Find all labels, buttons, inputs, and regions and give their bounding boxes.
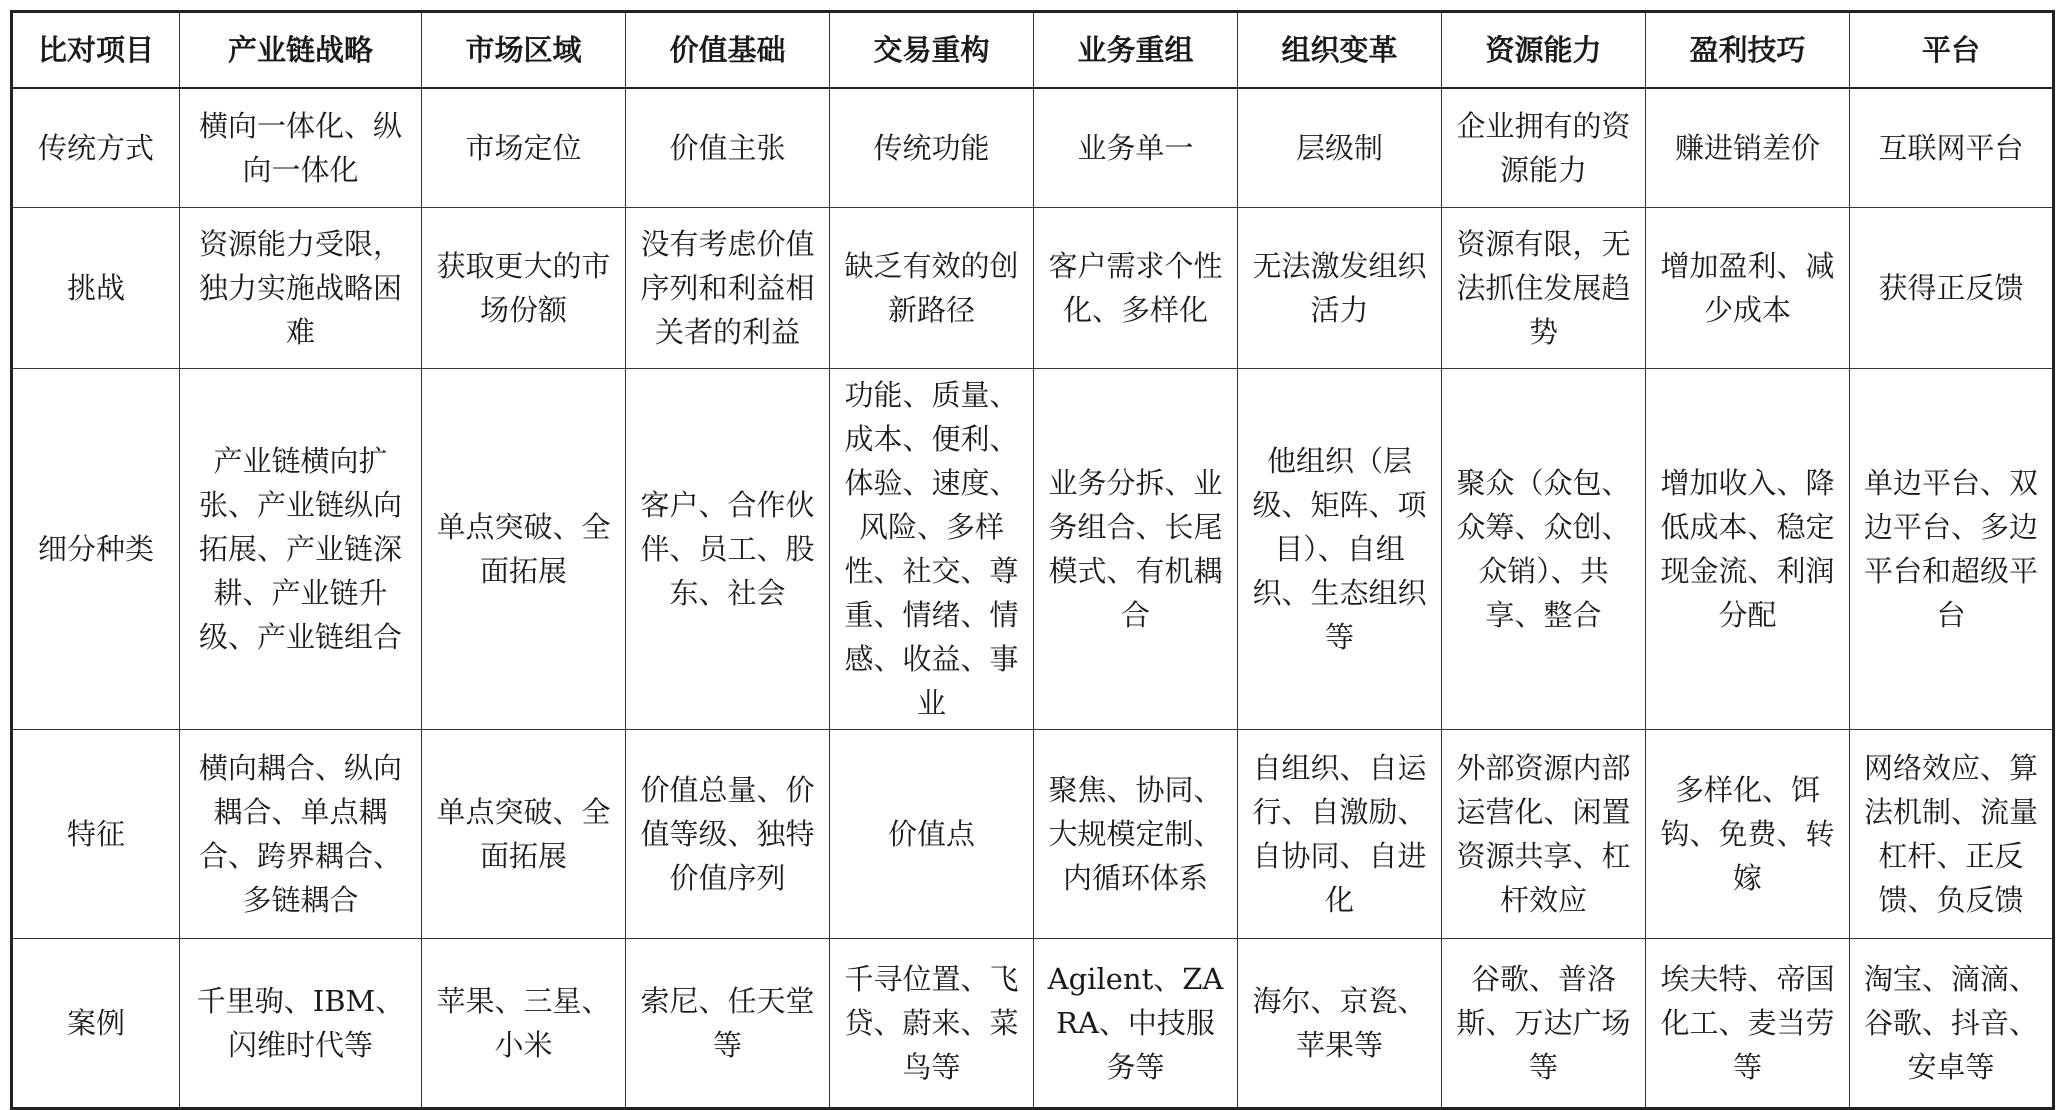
- table-cell: 多样化、饵钩、免费、转嫁: [1646, 730, 1850, 939]
- header-cell-resource-capability: 资源能力: [1442, 12, 1646, 89]
- table-cell: 淘宝、滴滴、谷歌、抖音、安卓等: [1850, 939, 2054, 1109]
- table-cell: Agilent、ZARA、中技服务等: [1034, 939, 1238, 1109]
- table-cell: 他组织（层级、矩阵、项目）、自组织、生态组织等: [1238, 369, 1442, 730]
- table-cell: 价值点: [830, 730, 1034, 939]
- table-cell: 缺乏有效的创新路径: [830, 208, 1034, 369]
- table-cell: 千里驹、IBM、闪维时代等: [180, 939, 422, 1109]
- table-cell: 自组织、自运行、自激励、自协同、自进化: [1238, 730, 1442, 939]
- table-cell: 海尔、京瓷、苹果等: [1238, 939, 1442, 1109]
- table-row: [12, 208, 2054, 369]
- table-cell: 资源有限，无法抓住发展趋势: [1442, 208, 1646, 369]
- table-cell: 网络效应、算法机制、流量杠杆、正反馈、负反馈: [1850, 730, 2054, 939]
- row-label: 案例: [12, 939, 180, 1109]
- table-cell: 单边平台、双边平台、多边平台和超级平台: [1850, 369, 2054, 730]
- row-label: 挑战: [12, 208, 180, 369]
- table-cell: 苹果、三星、小米: [422, 939, 626, 1109]
- row-label: 细分种类: [12, 369, 180, 730]
- header-cell-market-region: 市场区域: [422, 12, 626, 89]
- table-cell: 横向耦合、纵向耦合、单点耦合、跨界耦合、多链耦合: [180, 730, 422, 939]
- table-cell: 互联网平台: [1850, 88, 2054, 208]
- row-label: 传统方式: [12, 88, 180, 208]
- table-cell: 资源能力受限，独力实施战略困难: [180, 208, 422, 369]
- table-cell: 千寻位置、飞贷、蔚来、菜鸟等: [830, 939, 1034, 1109]
- table-cell: 市场定位: [422, 88, 626, 208]
- table-cell: 没有考虑价值序列和利益相关者的利益: [626, 208, 830, 369]
- table-cell: 单点突破、全面拓展: [422, 730, 626, 939]
- table-row: [12, 369, 2054, 730]
- table-cell: 聚焦、协同、大规模定制、内循环体系: [1034, 730, 1238, 939]
- table-cell: 聚众（众包、众筹、众创、众销）、共享、整合: [1442, 369, 1646, 730]
- table-cell: 获取更大的市场份额: [422, 208, 626, 369]
- table-cell: 客户需求个性化、多样化: [1034, 208, 1238, 369]
- table-cell: 业务分拆、业务组合、长尾模式、有机耦合: [1034, 369, 1238, 730]
- comparison-table: [10, 10, 2055, 1110]
- table-cell: 价值主张: [626, 88, 830, 208]
- table-cell: 业务单一: [1034, 88, 1238, 208]
- table-cell: 层级制: [1238, 88, 1442, 208]
- header-cell-platform: 平台: [1850, 12, 2054, 89]
- header-cell-business-reorg: 业务重组: [1034, 12, 1238, 89]
- header-cell-compare-item: 比对项目: [12, 12, 180, 89]
- table-cell: 赚进销差价: [1646, 88, 1850, 208]
- table-cell: 横向一体化、纵向一体化: [180, 88, 422, 208]
- table-cell: 单点突破、全面拓展: [422, 369, 626, 730]
- row-label: 特征: [12, 730, 180, 939]
- table-cell: 增加收入、降低成本、稳定现金流、利润分配: [1646, 369, 1850, 730]
- table-cell: 获得正反馈: [1850, 208, 2054, 369]
- table-cell: 索尼、任天堂等: [626, 939, 830, 1109]
- header-cell-transaction-restructure: 交易重构: [830, 12, 1034, 89]
- table-cell: 增加盈利、减少成本: [1646, 208, 1850, 369]
- header-cell-industry-chain: 产业链战略: [180, 12, 422, 89]
- table-row: [12, 939, 2054, 1109]
- table-container: [10, 10, 2052, 1084]
- table-cell: 埃夫特、帝国化工、麦当劳等: [1646, 939, 1850, 1109]
- table-cell: 价值总量、价值等级、独特价值序列: [626, 730, 830, 939]
- header-cell-org-change: 组织变革: [1238, 12, 1442, 89]
- header-cell-value-basis: 价值基础: [626, 12, 830, 89]
- table-cell: 产业链横向扩张、产业链纵向拓展、产业链深耕、产业链升级、产业链组合: [180, 369, 422, 730]
- table-cell: 传统功能: [830, 88, 1034, 208]
- table-cell: 无法激发组织活力: [1238, 208, 1442, 369]
- header-cell-profit-skill: 盈利技巧: [1646, 12, 1850, 89]
- table-cell: 谷歌、普洛斯、万达广场等: [1442, 939, 1646, 1109]
- table-cell: 企业拥有的资源能力: [1442, 88, 1646, 208]
- header-row: [12, 12, 2054, 89]
- table-row: [12, 88, 2054, 208]
- table-cell: 客户、合作伙伴、员工、股东、社会: [626, 369, 830, 730]
- table-cell: 外部资源内部运营化、闲置资源共享、杠杆效应: [1442, 730, 1646, 939]
- table-row: [12, 730, 2054, 939]
- table-cell: 功能、质量、成本、便利、体验、速度、风险、多样性、社交、尊重、情绪、情感、收益、事业: [830, 369, 1034, 730]
